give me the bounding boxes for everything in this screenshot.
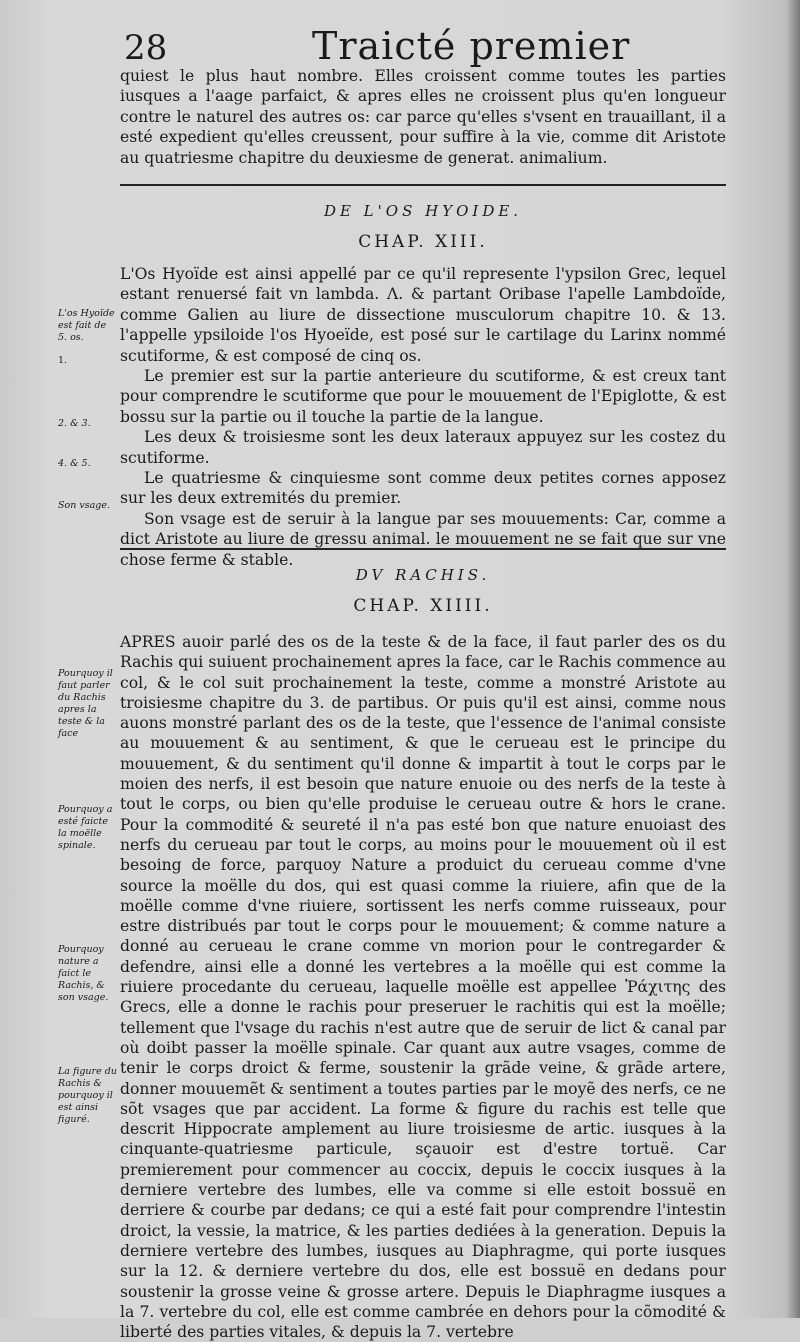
page-number: 28 [124,28,168,68]
paragraph: Son vsage est de seruir à la langue par ses mouuements: Car, comme a dict Aristote au liure de gressu animal. le mouuement ne se fait que sur vne chose ferme & stable. [120,509,726,569]
section-rachis-body [120,632,726,1342]
paragraph: APRES auoir parlé des os de la teste & de la face, il faut parler des os du Rachis qui suiuent prochainement apres la face, car le Rachis commence au col, & le col suit prochainement la teste, comme a monstré Aristote au troisiesme chapitre du 3. de partibus. Or puis qu'il est ainsi, comme nous auons monstré parlant des os de la teste, que l'essence de l'animal consiste au mouuement & au sentiment, & que le cerueau est le principe du mouuement, & du sentiment qu'il donne & impartit à tout le corps par le moien des nerfs, il est besoin que nature enuoie ou des nerfs de la teste à tout le corps, ou bien qu'elle produise le cerueau outre & hors le crane. Pour la commodité & seureté il n'a pas esté bon que nature enuoiast des nerfs du cerueau par tout le corps, au moins pour le mouuement où il est besoing de force, parquoy Nature a produict du cerueau comme d'vne source la moëlle du dos, qui est quasi comme la riuiere, afin que de la moëlle comme d'vne riuiere, sortissent les nerfs comme ruisseaux, pour estre distribués par tout le corps pour le mouuement; & comme nature a donné au cerueau le crane comme vn morion pour le contregarder & defendre, ainsi elle a donné les vertebres a la moëlle qui est comme la riuiere procedante du cerueau, laquelle moëlle est appellee Ῥάχιτης des Grecs, elle a donne le rachis pour preseruer le rachitis qui est la moëlle; tellement que l'vsage du rachis n'est autre que de seruir de lict & canal par où doibt passer la moëlle spinale. Car quant aux autre vsages, comme de tenir le corps droict & ferme, soustenir la grãde veine, & grãde artere, donner mouuemẽt & sentiment a toutes parties par le moyẽ des nerfs, ce ne sõt vsages que par accident. La forme & figure du rachis est telle que descrit Hippocrate amplement au liure troisiesme de artic. iusques à la cinquante-quatriesme particule, sçauoir est d'estre tortuë. Car premierement pour commencer au coccix, depuis le coccix iusques à la derniere vertebre des lumbes, elle va comme si elle estoit bossuë en derriere & courbe par dedans; ce qui a esté fait pour comprendre l'intestin droict, la vessie, la matrice, & les parties dediées à la generation. Depuis la derniere vertebre des lumbes, iusques au Diaphragme, qui porte iusques sur la 12. & derniere vertebre du dos, elle est bossuë en dedans pour soustenir la grosse veine & grosse artere. Depuis le Diaphragme iusques a la 7. vertebre du col, elle est comme cambrée en dehors pour la cõmodité & liberté des parties vitales, & depuis la 7. vertebre [120,633,726,1342]
page-header [120,22,720,70]
margin-note: 2. & 3. [58,418,91,429]
margin-note: Pourquoy a esté faicte la moëlle spinale. [58,804,113,851]
section-rule [120,184,726,186]
section-title-hyoide: DE L'OS HYOIDE. [323,202,523,220]
margin-note: 4. & 5. [58,458,91,469]
chapter-heading-13: CHAP. XIII. [358,232,488,252]
paragraph: Les deux & troisiesme sont les deux lateraux appuyez sur les costez du scutiforme. [120,428,726,467]
section-title-rachis: DV RACHIS. [355,566,491,584]
margin-note: Pourquoy nature a faict le Rachis, & son vsage. [58,944,109,1003]
margin-note: Son vsage. [58,500,110,511]
intro-paragraph [120,66,726,168]
margin-note: 1. [58,355,68,366]
paragraph: Le premier est sur la partie anterieure du scutiforme, & est creux tant pour comprendre le scutiforme que pour le mouuement de l'Epiglotte, & est bossu sur la partie ou il touche la partie de la langue. [120,367,726,426]
section-hyoide-body [120,264,726,570]
margin-note: Pourquoy il faut parler du Rachis apres la teste & la face [58,668,113,739]
intro-text: quiest le plus haut nombre. Elles croissent comme toutes les parties iusques a l'aage parfaict, & apres elles ne croissent plus qu'en longueur contre le naturel des autres os: car parce qu'elles s'vsent en trauaillant, il a esté expedient qu'elles creussent, pour suffire à la vie, comme dit Aristote au quatriesme chapitre du deuxiesme de generat. animalium. [120,67,726,167]
margin-note: L'os Hyoïde est fait de 5. os. [58,308,115,343]
running-head: Traicté premier [312,24,631,68]
margin-note: La figure du Rachis & pourquoy il est ainsi figuré. [58,1066,117,1125]
paragraph: Le quatriesme & cinquiesme sont comme deux petites cornes apposez sur les deux extremités du premier. [120,469,726,508]
page-edge-shadow [786,0,800,1318]
section-rule [120,548,726,550]
paragraph: L'Os Hyoïde est ainsi appellé par ce qu'il represente l'ypsilon Grec, lequel estant renuersé fait vn lambda. Λ. & partant Oribase l'apelle Lambdoïde, comme Galien au liure de dissectione musculorum chapitre 10. & 13. l'appelle ypsiloide l'os Hyoeïde, est posé sur le cartilage du Larinx nommé scutiforme, & est composé de cinq os. [120,265,726,365]
chapter-heading-14: CHAP. XIIII. [353,596,493,616]
